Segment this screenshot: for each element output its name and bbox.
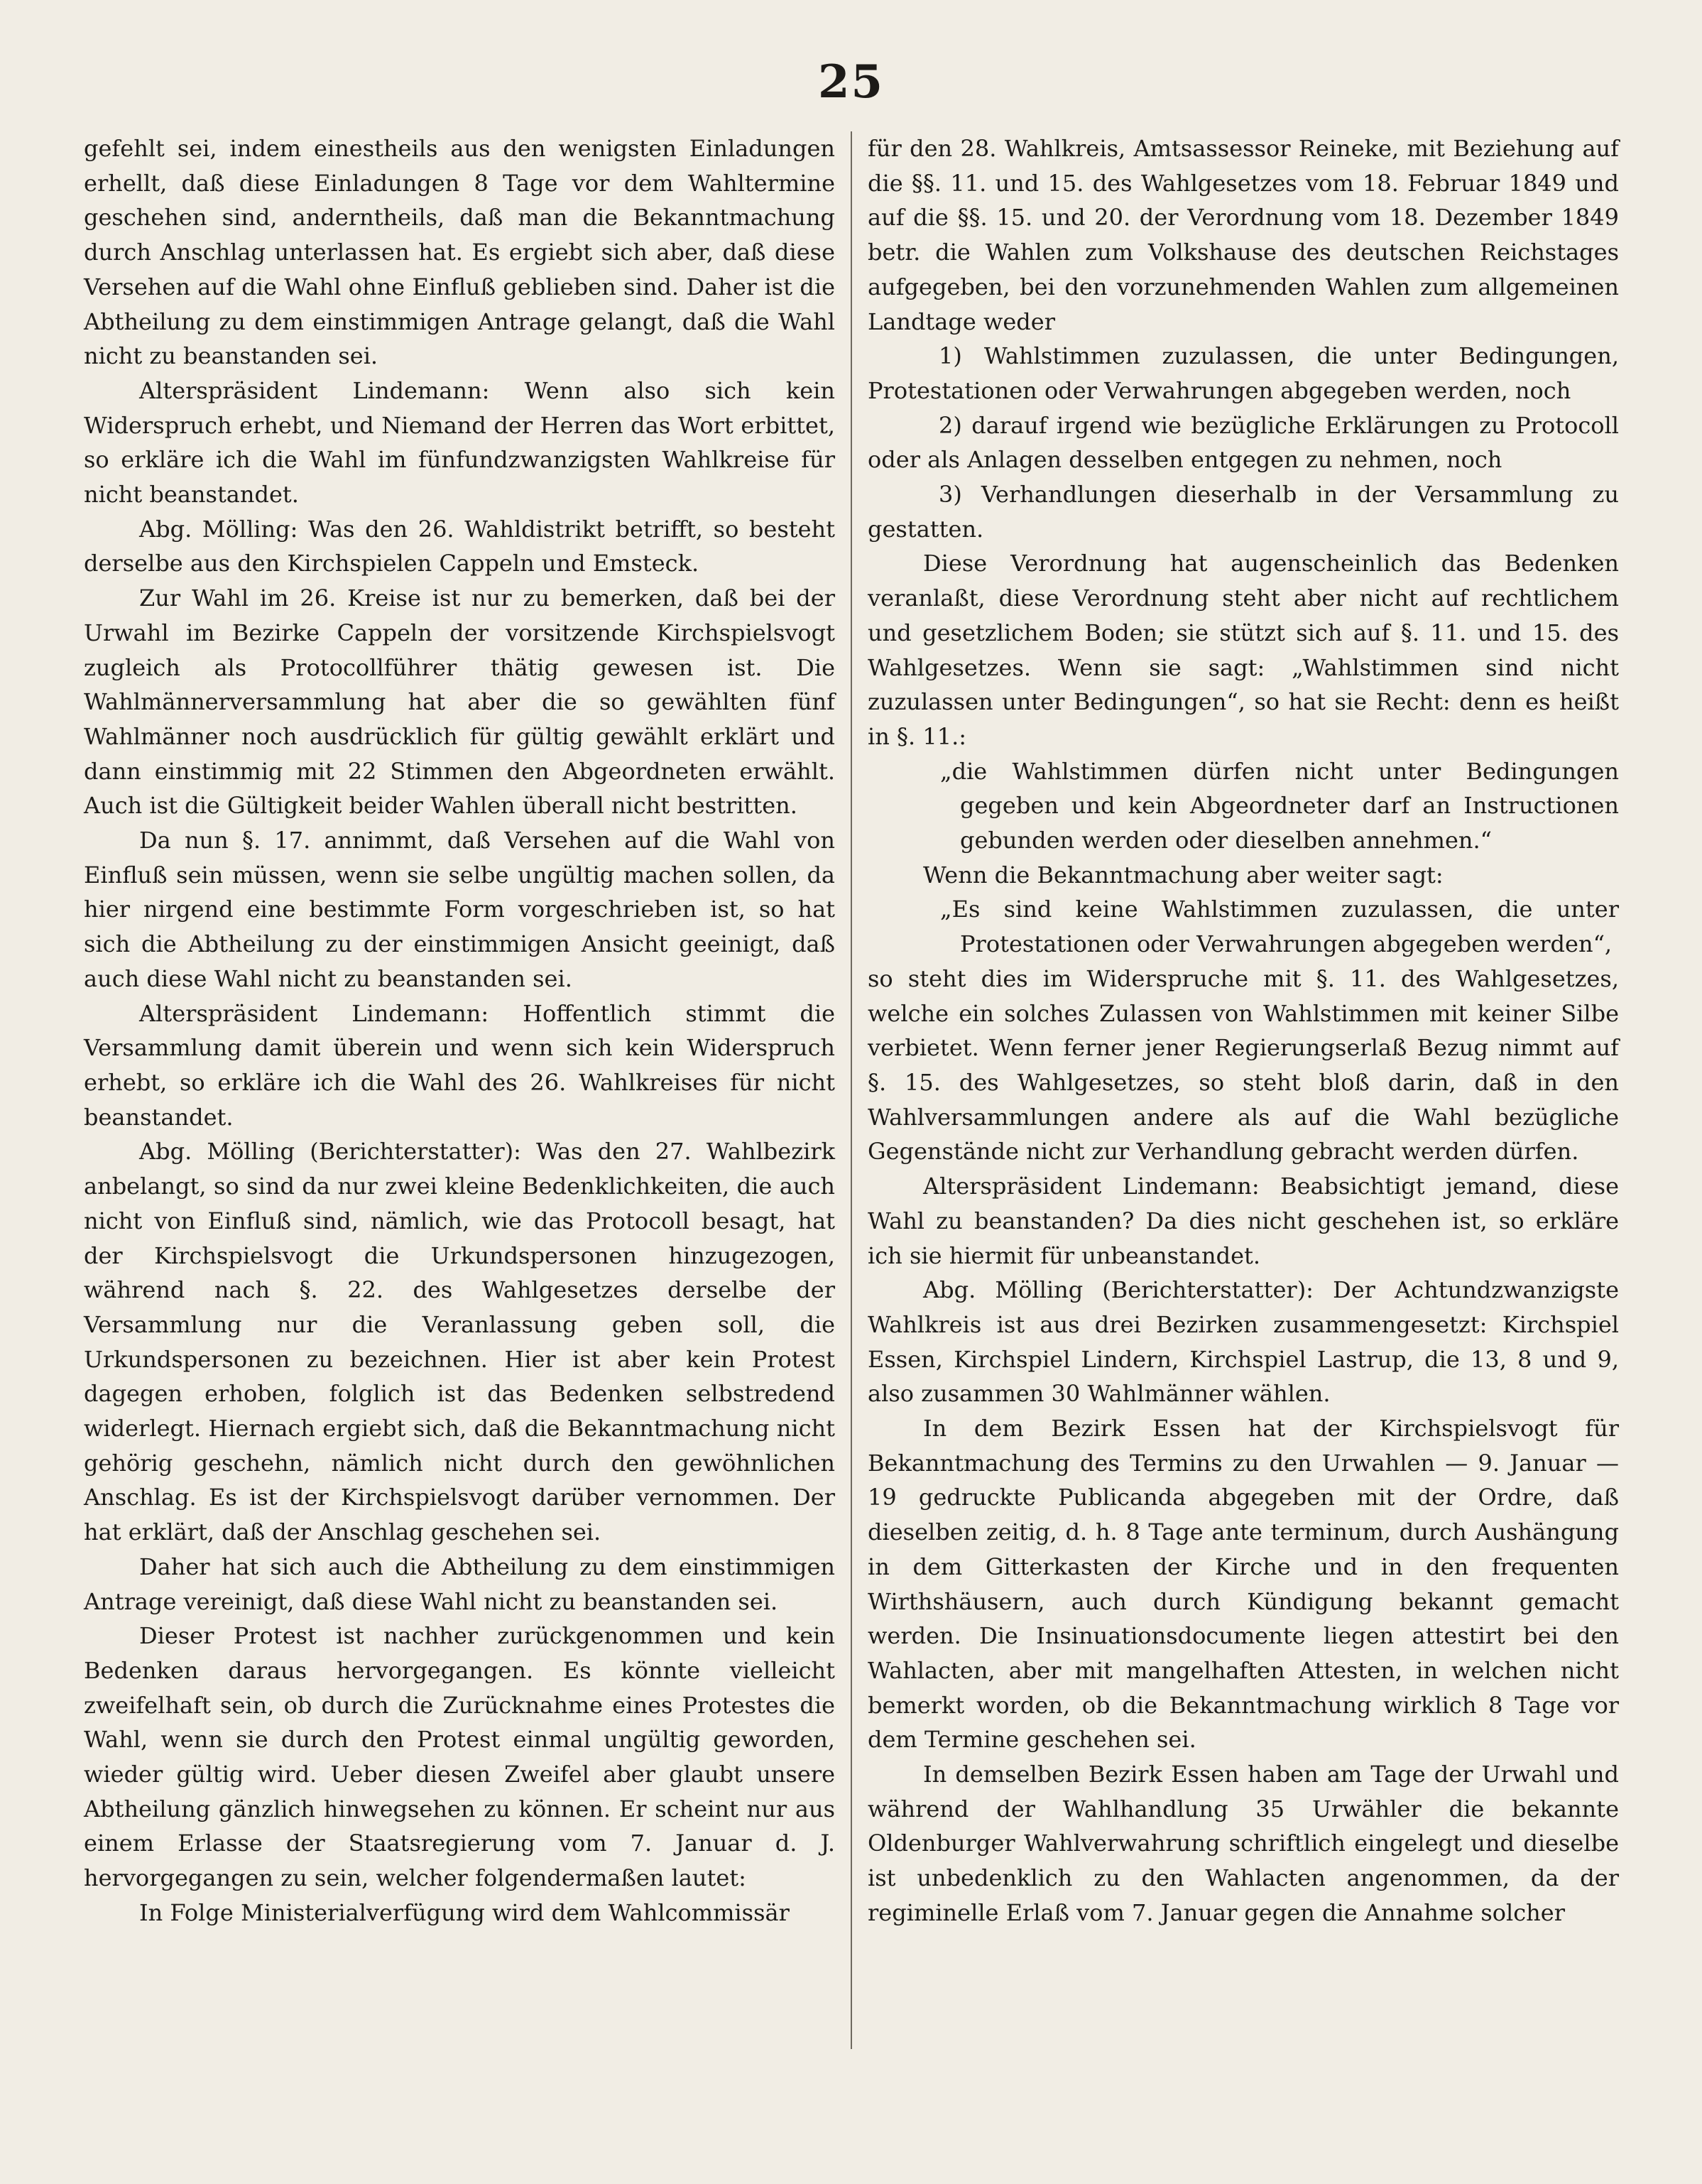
paragraph: gefehlt sei, indem einestheils aus den wenigsten Einladungen erhellt, daß diese Einladungen 8 Tage vor dem Wahltermine geschehen sind, anderntheils, daß man die Bekanntmachung durch Anschlag unterlassen hat. Es ergiebt sich aber, daß diese Versehen auf die Wahl ohne Einfluß geblieben sind. Daher ist die Abtheilung zu dem einstimmigen Antrage gelangt, daß die Wahl nicht zu beanstanden sei. (84, 135, 835, 370)
paragraph: Daher hat sich auch die Abtheilung zu dem einstimmigen Antrage vereinigt, daß diese Wahl nicht zu beanstanden sei. (84, 1553, 835, 1615)
paragraph: Alterspräsident Lindemann: Wenn also sich kein Widerspruch erhebt, und Niemand der Herren das Wort erbittet, so erkläre ich die Wahl im fünfundzwanzigsten Wahlkreise für nicht beanstandet. (84, 376, 835, 509)
block-quote: „Es sind keine Wahlstimmen zuzulassen, die unter Protestationen oder Verwahrungen abgegeben werden“, (940, 896, 1619, 958)
page-number: 25 (817, 55, 885, 109)
paragraph: so steht dies im Widerspruche mit §. 11. des Wahlgesetzes, welche ein solches Zulassen von Wahlstimmen mit keiner Silbe verbietet. Wenn ferner jener Regierungserlaß Bezug nimmt auf §. 15. des Wahlgesetzes, so steht bloß darin, daß in den Wahlversammlungen andere als auf die Wahl bezügliche Gegenstände nicht zur Verhandlung gebracht werden dürfen. (868, 965, 1619, 1166)
paragraph: Alterspräsident Lindemann: Hoffentlich stimmt die Versammlung damit überein und wenn sich kein Widerspruch erhebt, so erkläre ich die Wahl des 26. Wahlkreises für nicht beanstandet. (84, 999, 835, 1131)
paragraph: Abg. Mölling: Was den 26. Wahldistrikt betrifft, so besteht derselbe aus den Kirchspielen Cappeln und Emsteck. (84, 515, 835, 577)
paragraph: In dem Bezirk Essen hat der Kirchspielsvogt für Bekanntmachung des Termins zu den Urwahlen — 9. Januar — 19 gedruckte Publicanda abgegeben mit der Ordre, daß dieselben zeitig, d. h. 8 Tage ante terminum, durch Aushängung in dem Gitterkasten der Kirche und in den frequenten Wirthshäusern, auch durch Kündigung bekannt gemacht werden. Die Insinuationsdocumente liegen attestirt bei den Wahlacten, aber mit mangelhaften Attesten, in welchen nicht bemerkt worden, ob die Bekanntmachung wirklich 8 Tage vor dem Termine geschehen sei. (868, 1415, 1619, 1754)
paragraph: Wenn die Bekanntmachung aber weiter sagt: (923, 861, 1444, 889)
paragraph: Zur Wahl im 26. Kreise ist nur zu bemerken, daß bei der Urwahl im Bezirke Cappeln der vorsitzende Kirchspielsvogt zugleich als Protocollführer thätig gewesen ist. Die Wahlmännerversammlung hat aber die so gewählten fünf Wahlmänner noch ausdrücklich für gültig gewählt erklärt und dann einstimmig mit 22 Stimmen den Abgeordneten erwählt. Auch ist die Gültigkeit beider Wahlen überall nicht bestritten. (84, 585, 835, 820)
paragraph: Abg. Mölling (Berichterstatter): Was den 27. Wahlbezirk anbelangt, so sind da nur zwei kleine Bedenklichkeiten, die auch nicht von Einfluß sind, nämlich, wie das Protocoll besagt, hat der Kirchspielsvogt die Urkundspersonen hinzugezogen, während nach §. 22. des Wahlgesetzes derselbe der Versammlung nur die Veranlassung geben soll, die Urkundspersonen zu bezeichnen. Hier ist aber kein Protest dagegen erhoben, folglich ist das Bedenken selbstredend widerlegt. Hiernach ergiebt sich, daß die Bekanntmachung nicht gehörig geschehn, nämlich nicht durch den gewöhnlichen Anschlag. Es ist der Kirchspielsvogt darüber vernommen. Der hat erklärt, daß der Anschlag geschehen sei. (84, 1138, 835, 1546)
block-quote: „die Wahlstimmen dürfen nicht unter Bedingungen gegeben und kein Abgeordneter darf an Instructionen gebunden werden oder dieselben annehmen.“ (940, 757, 1619, 854)
paragraph: In demselben Bezirk Essen haben am Tage der Urwahl und während der Wahlhandlung 35 Urwähler die bekannte Oldenburger Wahlverwahrung schriftlich eingelegt und dieselbe ist unbedenklich zu den Wahlacten angenommen, da der regiminelle Erlaß vom 7. Januar gegen die Annahme solcher (868, 1761, 1619, 1926)
right-column (868, 131, 1619, 1930)
paragraph: In Folge Ministerialverfügung wird dem Wahlcommissär (139, 1898, 790, 1926)
paragraph: Diese Verordnung hat augenscheinlich das Bedenken veranlaßt, diese Verordnung steht aber nicht auf rechtlichem und gesetzlichem Boden; sie stützt sich auf §. 11. und 15. des Wahlgesetzes. Wenn sie sagt: „Wahlstimmen sind nicht zuzulassen unter Bedingungen“, so hat sie Recht: denn es heißt in §. 11.: (868, 550, 1619, 750)
left-column (84, 131, 835, 1930)
list-item: 2) darauf irgend wie bezügliche Erklärungen zu Protocoll oder als Anlagen desselben entgegen zu nehmen, noch (868, 411, 1619, 474)
paragraph: für den 28. Wahlkreis, Amtsassessor Reineke, mit Beziehung auf die §§. 11. und 15. des Wahlgesetzes vom 18. Februar 1849 und auf die §§. 15. und 20. der Verordnung vom 18. Dezember 1849 betr. die Wahlen zum Volkshause des deutschen Reichstages aufgegeben, bei den vorzunehmenden Wahlen zum allgemeinen Landtage weder (868, 135, 1619, 335)
paragraph: Abg. Mölling (Berichterstatter): Der Achtundzwanzigste Wahlkreis ist aus drei Bezirken zusammengesetzt: Kirchspiel Essen, Kirchspiel Lindern, Kirchspiel Lastrup, die 13, 8 und 9, also zusammen 30 Wahlmänner wählen. (868, 1276, 1619, 1408)
paragraph: Alterspräsident Lindemann: Beabsichtigt jemand, diese Wahl zu beanstanden? Da dies nicht geschehen ist, so erkläre ich sie hiermit für unbeanstandet. (868, 1173, 1619, 1269)
column-divider (851, 131, 852, 2049)
list-item: 3) Verhandlungen dieserhalb in der Versammlung zu gestatten. (868, 481, 1619, 543)
paragraph: Da nun §. 17. annimmt, daß Versehen auf die Wahl von Einfluß sein müssen, wenn sie selbe ungültig machen sollen, da hier nirgend eine bestimmte Form vorgeschrieben ist, so hat sich die Abtheilung zu der einstimmigen Ansicht geeinigt, daß auch diese Wahl nicht zu beanstanden sei. (84, 827, 835, 992)
paragraph: Dieser Protest ist nachher zurückgenommen und kein Bedenken daraus hervorgegangen. Es könnte vielleicht zweifelhaft sein, ob durch die Zurücknahme eines Protestes die Wahl, wenn sie durch den Protest einmal ungültig geworden, wieder gültig wird. Ueber diesen Zweifel aber glaubt unsere Abtheilung gänzlich hinwegsehen zu können. Er scheint nur aus einem Erlasse der Staatsregierung vom 7. Januar d. J. hervorgegangen zu sein, welcher folgendermaßen lautet: (84, 1622, 835, 1892)
list-item: 1) Wahlstimmen zuzulassen, die unter Bedingungen, Protestationen oder Verwahrungen abgegeben werden, noch (868, 342, 1619, 404)
